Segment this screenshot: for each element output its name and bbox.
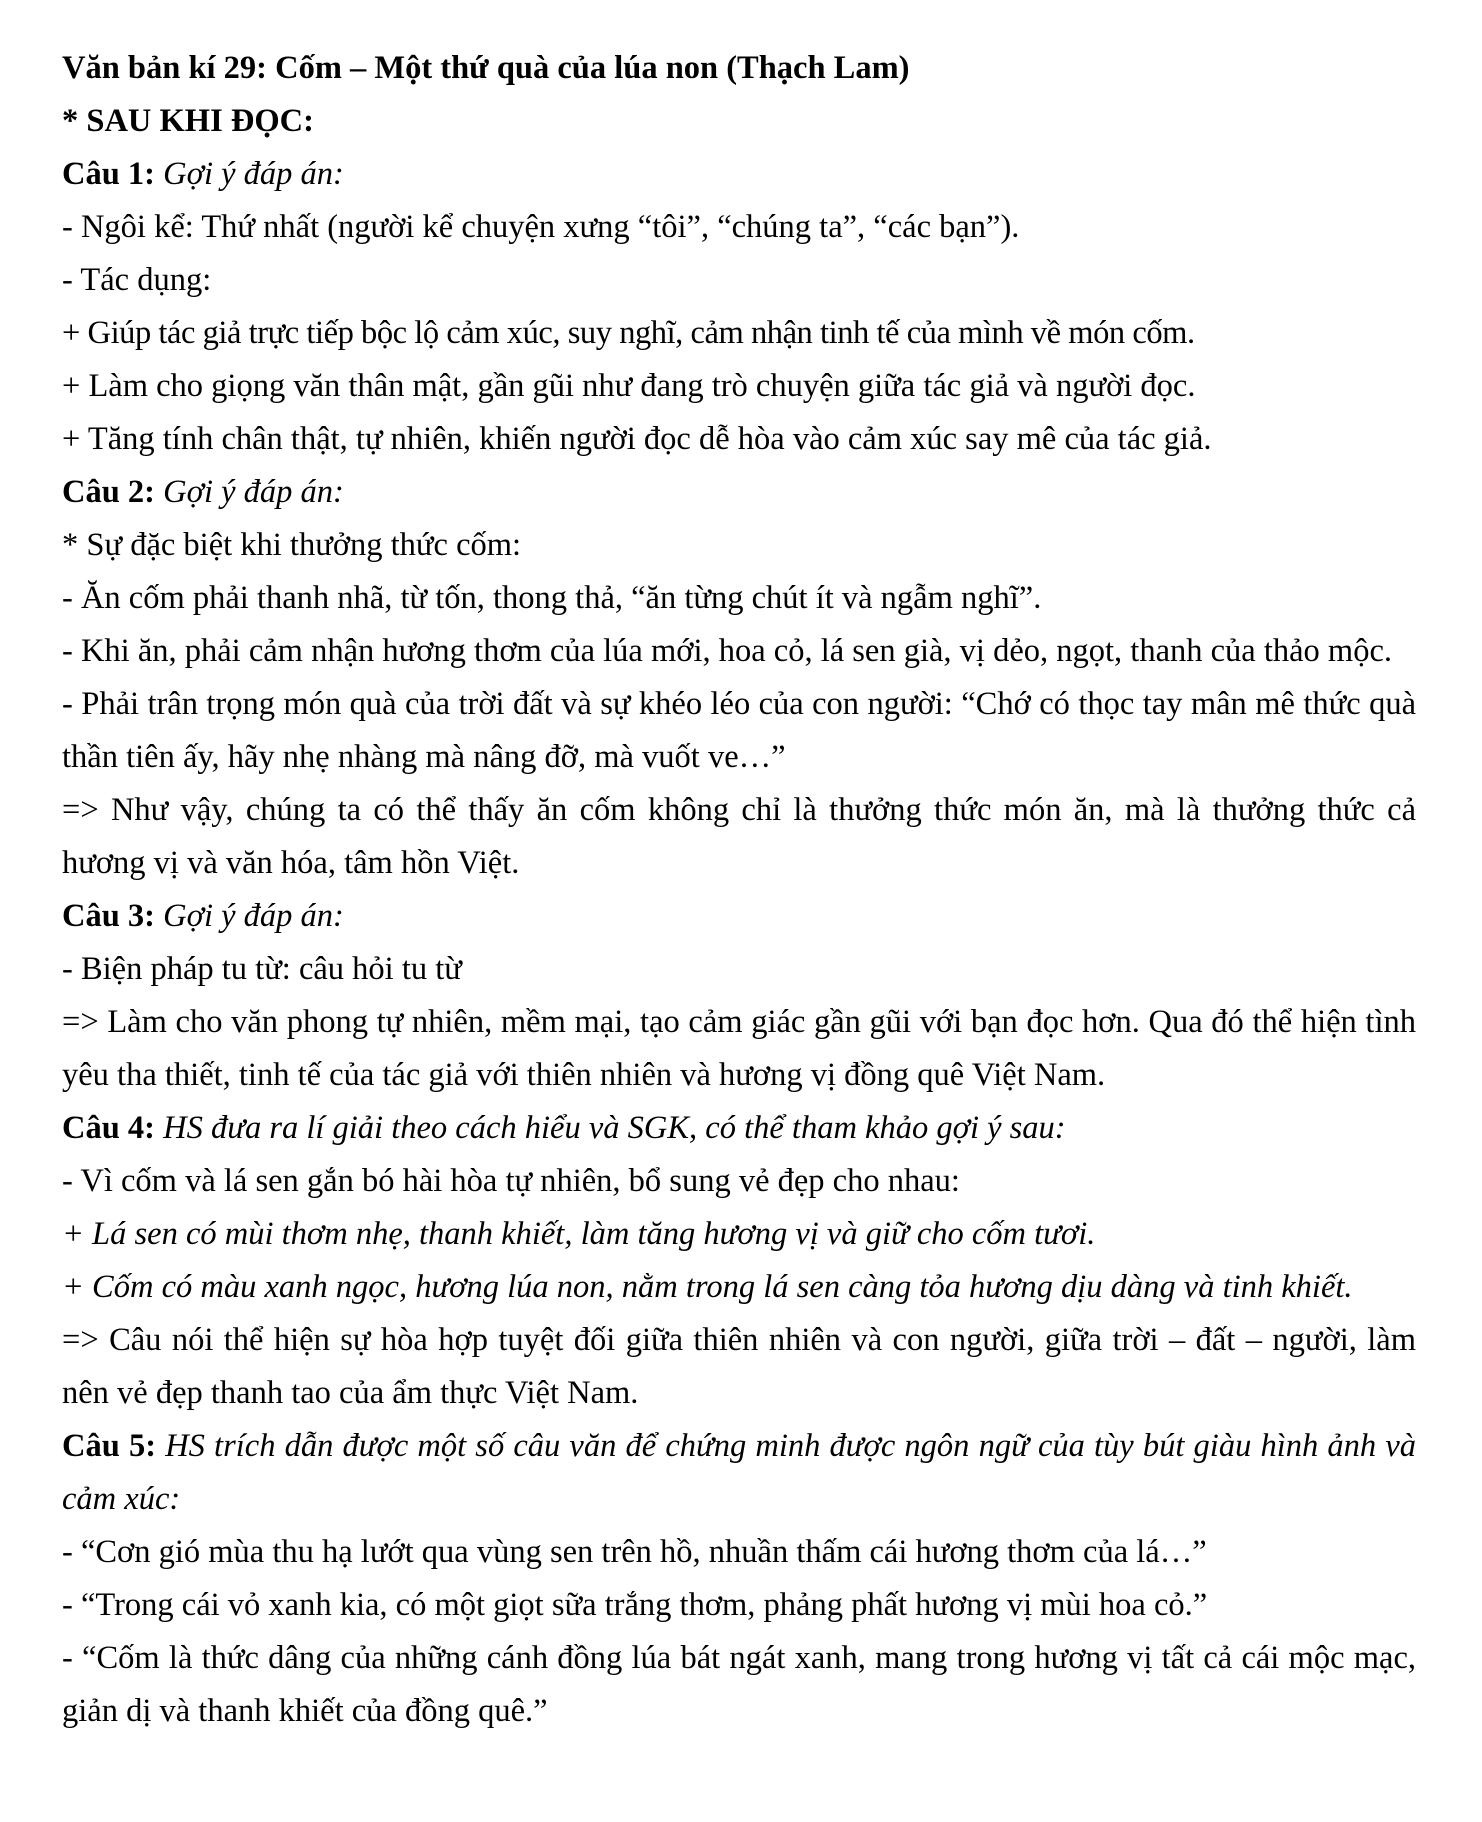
answer-paragraph-italic: + Cốm có màu xanh ngọc, hương lúa non, nằm trong lá sen càng tỏa hương dịu dàng và tinh khiết. <box>62 1269 1353 1305</box>
question-hint: Gợi ý đáp án: <box>163 156 344 192</box>
answer-paragraph: => Làm cho văn phong tự nhiên, mềm mại, tạo cảm giác gần gũi với bạn đọc hơn. Qua đó thể hiện tình yêu tha thiết, tinh tế của tác giả với thiên nhiên và hương vị đồng quê Việt Nam. <box>62 1004 1416 1093</box>
answer-conclusion: => Câu nói thể hiện sự hòa hợp tuyệt đối giữa thiên nhiên và con người, giữa trời – đất – người, làm nên vẻ đẹp thanh tao của ẩm thực Việt Nam. <box>62 1322 1416 1411</box>
question-label: Câu 2: <box>62 474 155 510</box>
question-2-heading <box>62 466 1416 519</box>
quote-line: - “Trong cái vỏ xanh kia, có một giọt sữa trắng thơm, phảng phất hương vị mùi hoa cỏ.” <box>62 1587 1208 1623</box>
question-label: Câu 5: <box>62 1428 157 1464</box>
answer-line: + Giúp tác giả trực tiếp bộc lộ cảm xúc, suy nghĩ, cảm nhận tinh tế của mình về món cốm. <box>62 315 1195 351</box>
question-1-heading <box>62 148 1416 201</box>
question-label: Câu 4: <box>62 1110 155 1146</box>
question-label: Câu 3: <box>62 898 155 934</box>
answer-paragraph: - Phải trân trọng món quà của trời đất và sự khéo léo của con người: “Chớ có thọc tay mân mê thức quà thần tiên ấy, hãy nhẹ nhàng mà nâng đỡ, mà vuốt ve…” <box>62 686 1416 775</box>
answer-paragraph: => Như vậy, chúng ta có thể thấy ăn cốm không chỉ là thưởng thức món ăn, mà là thưởng thức cả hương vị và văn hóa, tâm hồn Việt. <box>62 792 1416 881</box>
answer-line: - Ngôi kể: Thứ nhất (người kể chuyện xưng “tôi”, “chúng ta”, “các bạn”). <box>62 209 1020 245</box>
answer-line: - Biện pháp tu từ: câu hỏi tu từ <box>62 951 462 987</box>
question-4-heading <box>62 1102 1416 1155</box>
question-hint: Gợi ý đáp án: <box>163 474 344 510</box>
answer-line: + Làm cho giọng văn thân mật, gần gũi như đang trò chuyện giữa tác giả và người đọc. <box>62 368 1196 404</box>
answer-paragraph: - Khi ăn, phải cảm nhận hương thơm của lúa mới, hoa cỏ, lá sen già, vị dẻo, ngọt, thanh của thảo mộc. <box>62 633 1393 669</box>
section-heading: * SAU KHI ĐỌC: <box>62 103 314 139</box>
answer-line: + Tăng tính chân thật, tự nhiên, khiến người đọc dễ hòa vào cảm xúc say mê của tác giả. <box>62 421 1212 457</box>
question-5-heading <box>62 1420 1416 1526</box>
answer-line-italic: + Lá sen có mùi thơm nhẹ, thanh khiết, làm tăng hương vị và giữ cho cốm tươi. <box>62 1216 1096 1252</box>
quote-paragraph: - “Cốm là thức dâng của những cánh đồng lúa bát ngát xanh, mang trong hương vị tất cả cái mộc mạc, giản dị và thanh khiết của đồng quê.” <box>62 1640 1416 1729</box>
question-hint: HS đưa ra lí giải theo cách hiểu và SGK, có thể tham khảo gợi ý sau: <box>163 1110 1066 1146</box>
question-hint: HS trích dẫn được một số câu văn để chứng minh được ngôn ngữ của tùy bút giàu hình ảnh và cảm xúc: <box>62 1428 1416 1517</box>
answer-line: - Ăn cốm phải thanh nhã, từ tốn, thong thả, “ăn từng chút ít và ngẫm nghĩ”. <box>62 580 1042 616</box>
answer-line: - Tác dụng: <box>62 262 212 298</box>
quote-line: - “Cơn gió mùa thu hạ lướt qua vùng sen trên hồ, nhuần thấm cái hương thơm của lá…” <box>62 1534 1207 1570</box>
answer-line: * Sự đặc biệt khi thưởng thức cốm: <box>62 527 522 563</box>
document-title: Văn bản kí 29: Cốm – Một thứ quà của lúa non (Thạch Lam) <box>62 50 910 86</box>
question-label: Câu 1: <box>62 156 155 192</box>
answer-line: - Vì cốm và lá sen gắn bó hài hòa tự nhiên, bổ sung vẻ đẹp cho nhau: <box>62 1163 960 1199</box>
question-hint: Gợi ý đáp án: <box>163 898 344 934</box>
question-3-heading <box>62 890 1416 943</box>
